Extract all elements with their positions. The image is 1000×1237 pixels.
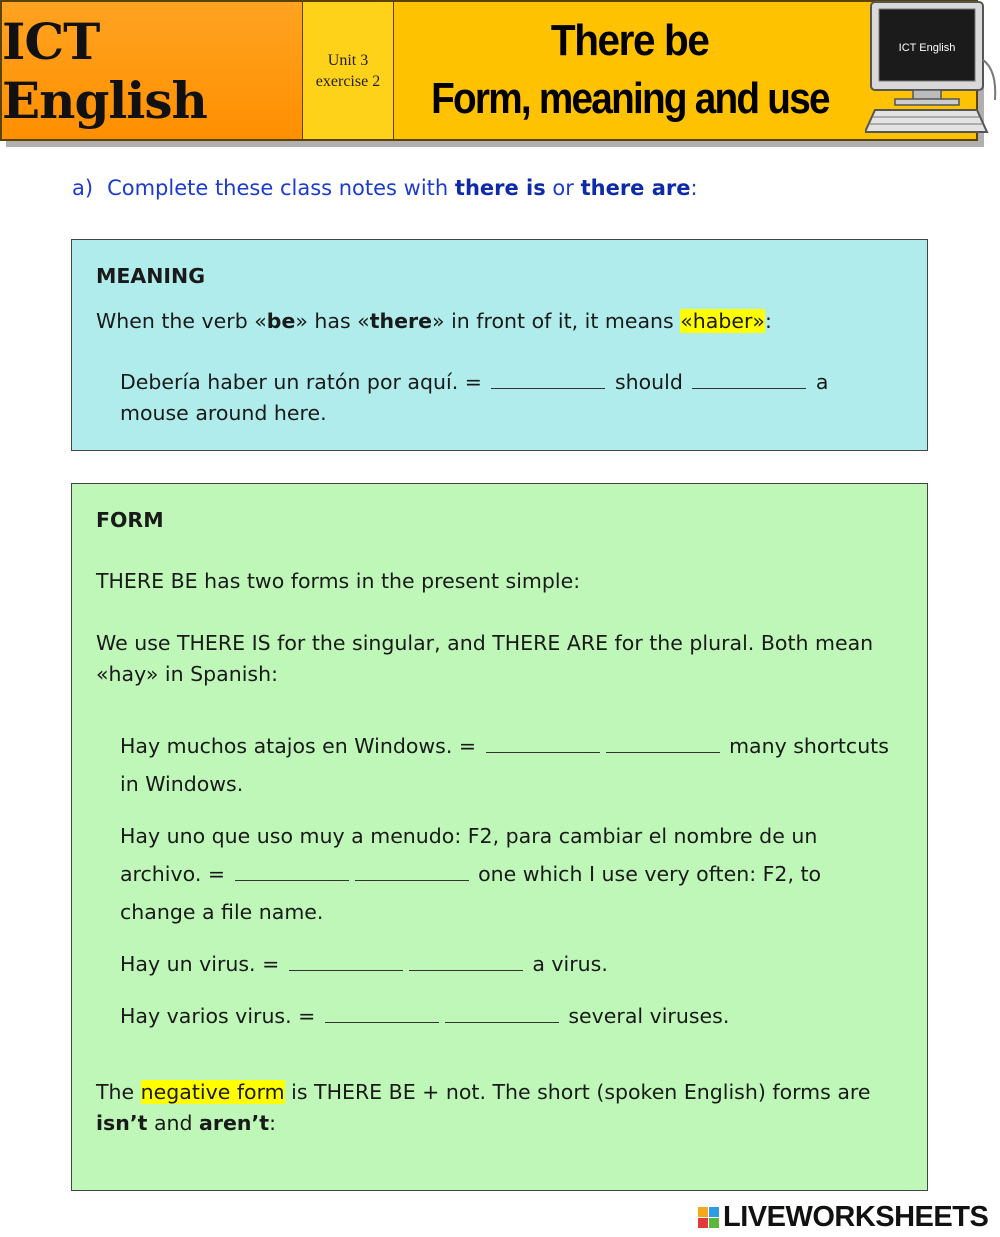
blank-input-3[interactable]	[486, 751, 600, 753]
negative-form-note	[96, 1077, 903, 1139]
instruction-or: or	[545, 176, 581, 200]
meaning-box	[71, 239, 928, 451]
instruction-colon: :	[690, 176, 698, 200]
form-example-4	[96, 997, 903, 1035]
title-line-1: There be	[551, 15, 709, 65]
logo-mark-icon	[698, 1207, 719, 1228]
text: When the verb «	[96, 309, 267, 333]
form-heading: FORM	[96, 508, 164, 532]
instruction-letter: a)	[72, 176, 94, 200]
text: a mouse around here.	[120, 370, 829, 425]
form-example-3	[96, 945, 903, 983]
text: Debería haber un ratón por aquí. =	[120, 370, 489, 394]
meaning-example	[96, 367, 903, 429]
form-paragraph-2: We use THERE IS for the singular, and THERE ARE for the plural. Both mean «hay» in Spanish:	[96, 631, 874, 686]
form-box	[71, 483, 928, 1191]
text: Hay uno que uso muy a menudo: F2, para cambiar el nombre de un archivo. =	[120, 824, 818, 886]
text: Hay muchos atajos en Windows. =	[120, 734, 483, 758]
text: :	[764, 309, 772, 333]
word-there: there	[369, 309, 433, 333]
text: one which I use very often: F2, to change a file name.	[120, 862, 822, 924]
text: :	[269, 1111, 276, 1135]
unit-label	[303, 2, 394, 139]
blank-input-10[interactable]	[445, 1021, 559, 1023]
text: several viruses.	[561, 1004, 730, 1028]
word-arent: aren’t	[199, 1111, 270, 1135]
form-example-1	[96, 727, 903, 803]
text: » has «	[295, 309, 370, 333]
meaning-heading: MEANING	[96, 264, 206, 288]
blank-input-2[interactable]	[692, 387, 806, 389]
text: and	[147, 1111, 200, 1135]
computer-icon	[865, 0, 1000, 138]
text: many shortcuts in Windows.	[120, 734, 889, 796]
unit-number: Unit 3	[327, 51, 369, 69]
worksheet-header	[0, 0, 978, 141]
word-be: be	[266, 309, 296, 333]
logo-text: LIVEWORKSHEETS	[723, 1200, 989, 1233]
title-line-2: Form, meaning and use	[431, 73, 829, 123]
text: » in front of it, it means	[432, 309, 681, 333]
text: Hay varios virus. =	[120, 1004, 322, 1028]
negative-form-highlight: negative form	[140, 1080, 285, 1104]
blank-input-1[interactable]	[491, 387, 605, 389]
blank-input-7[interactable]	[289, 969, 403, 971]
form-example-2	[96, 817, 903, 931]
text: is THERE BE + not. The short (spoken English) forms are	[284, 1080, 871, 1104]
instruction-text: Complete these class notes with	[107, 176, 455, 200]
option-there-is: there is	[454, 176, 546, 200]
blank-input-5[interactable]	[235, 879, 349, 881]
blank-input-8[interactable]	[409, 969, 523, 971]
haber-highlight: «haber»	[680, 309, 765, 333]
blank-input-4[interactable]	[606, 751, 720, 753]
meaning-explanation	[96, 306, 903, 337]
form-paragraph-1: THERE BE has two forms in the present simple:	[96, 569, 581, 593]
screen-label: ICT English	[898, 42, 956, 54]
word-isnt: isn’t	[96, 1111, 148, 1135]
exercise-number: exercise 2	[315, 72, 381, 90]
brand-title: ICT English	[2, 2, 303, 139]
blank-input-9[interactable]	[325, 1021, 439, 1023]
exercise-instruction	[72, 176, 698, 200]
option-there-are: there are	[580, 176, 691, 200]
text: should	[608, 370, 690, 394]
blank-input-6[interactable]	[355, 879, 469, 881]
text: The	[96, 1080, 141, 1104]
text: a virus.	[525, 952, 608, 976]
text: Hay un virus. =	[120, 952, 286, 976]
liveworksheets-logo[interactable]	[698, 1200, 988, 1234]
